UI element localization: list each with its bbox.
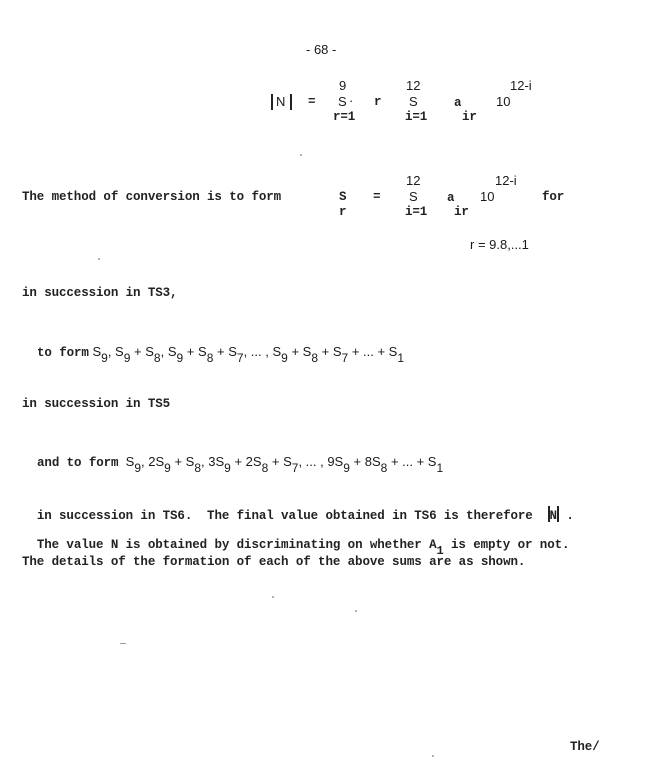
abs-bar-left [271, 94, 273, 110]
term: + S [318, 344, 342, 359]
sum1-lower: r=1 [333, 110, 356, 124]
continuation-catchword: The/ [570, 740, 600, 754]
formula2-range: r = 9.8,...1 [470, 237, 529, 252]
formula2-sum-symbol: S [409, 189, 418, 204]
formula2-sum-upper: 12 [406, 173, 421, 188]
subscript: 9 [164, 461, 171, 475]
value-N-text-end: is empty or not. [443, 538, 570, 552]
subscript: 8 [206, 351, 214, 365]
term: , ... , 9S [298, 454, 344, 469]
line-details: The details of the formation of each of the above sums are as shown. [22, 555, 526, 569]
term: S [125, 454, 135, 469]
term: + 8S [349, 454, 381, 469]
period: . [566, 509, 574, 523]
formula2-a-sub: ir [454, 205, 469, 219]
scan-speck [300, 154, 302, 156]
sum1-upper: 9 [339, 78, 347, 93]
subscript: 7 [236, 351, 244, 365]
sum2-symbol: S [409, 94, 418, 109]
term: , ... , S [243, 344, 282, 359]
scan-speck [432, 755, 434, 757]
term: , 2S [141, 454, 165, 469]
subscript: 9 [134, 461, 142, 475]
term: + S [287, 344, 312, 359]
term: + S [213, 344, 237, 359]
term: + ... + S [387, 454, 437, 469]
formula1-a-sub: ir [462, 110, 477, 124]
line-ts6 [22, 492, 574, 523]
subscript: 7 [341, 351, 349, 365]
scan-speck [272, 596, 274, 598]
abs-bar-right [557, 506, 559, 522]
abs-bar-right [290, 94, 292, 110]
conversion-lead-text: The method of conversion is to form [22, 190, 282, 204]
scan-speck [355, 610, 357, 612]
subscript: 9 [101, 351, 108, 365]
term: + ... + S [348, 344, 398, 359]
series-ts3 [22, 330, 405, 365]
formula2-exponent: 12-i [495, 173, 517, 188]
term: + 2S [230, 454, 262, 469]
term: + S [170, 454, 195, 469]
formula2-base: 10 [480, 189, 495, 204]
subscript: 9 [123, 351, 131, 365]
series-ts5 [22, 440, 444, 475]
formula1-exponent: 12-i [510, 78, 532, 93]
formula1-a: a [454, 96, 462, 110]
formula2-for: for [542, 190, 565, 204]
formula2-lhs: S [339, 190, 347, 204]
subscript: 8 [311, 351, 319, 365]
formula2-lhs-sub: r [339, 205, 347, 219]
subscript: 9 [176, 351, 184, 365]
formula1-lhs: N [276, 94, 286, 109]
subscript: 8 [194, 461, 202, 475]
formula2-equals: = [373, 190, 381, 204]
subscript: 9 [224, 461, 231, 475]
subscript: 1 [436, 461, 444, 475]
formula2-a: a [447, 191, 455, 205]
subscript: 8 [261, 461, 269, 475]
formula1-base: 10 [496, 94, 511, 109]
scan-speck [120, 643, 126, 644]
term: + S [183, 344, 207, 359]
sum2-lower: i=1 [405, 110, 428, 124]
value-N-text: The value N is obtained by discriminating on whether A [36, 538, 437, 552]
subscript: 9 [343, 461, 350, 475]
term: , 3S [201, 454, 225, 469]
term: , S [160, 344, 177, 359]
sum2-upper: 12 [406, 78, 421, 93]
page-number: - 68 - [306, 42, 337, 57]
to-form-label: to form [37, 346, 89, 360]
subscript: 1 [397, 351, 405, 365]
modulus-N: N [549, 509, 557, 523]
term: , S [107, 344, 124, 359]
term: + S [130, 344, 154, 359]
subscript: 8 [380, 461, 388, 475]
formula1-equals: = [308, 95, 316, 109]
sum1-symbol: S [338, 94, 347, 109]
formula1-r: r [374, 95, 382, 109]
line-ts5: in succession in TS5 [22, 397, 171, 411]
ts6-text: in succession in TS6. The final value obtained in TS6 is therefore [36, 509, 533, 523]
line-ts3: in succession in TS3, [22, 286, 178, 300]
subscript: 8 [153, 351, 161, 365]
term: S [92, 344, 102, 359]
subscript: 1 [436, 544, 444, 558]
term: + S [268, 454, 292, 469]
formula2-sum-lower: i=1 [405, 205, 428, 219]
line-value-N [22, 524, 570, 558]
sum1-dot: · [349, 93, 354, 108]
and-to-form-label: and to form [37, 456, 119, 470]
subscript: 7 [291, 461, 299, 475]
scan-speck [98, 258, 100, 260]
subscript: 9 [281, 351, 288, 365]
